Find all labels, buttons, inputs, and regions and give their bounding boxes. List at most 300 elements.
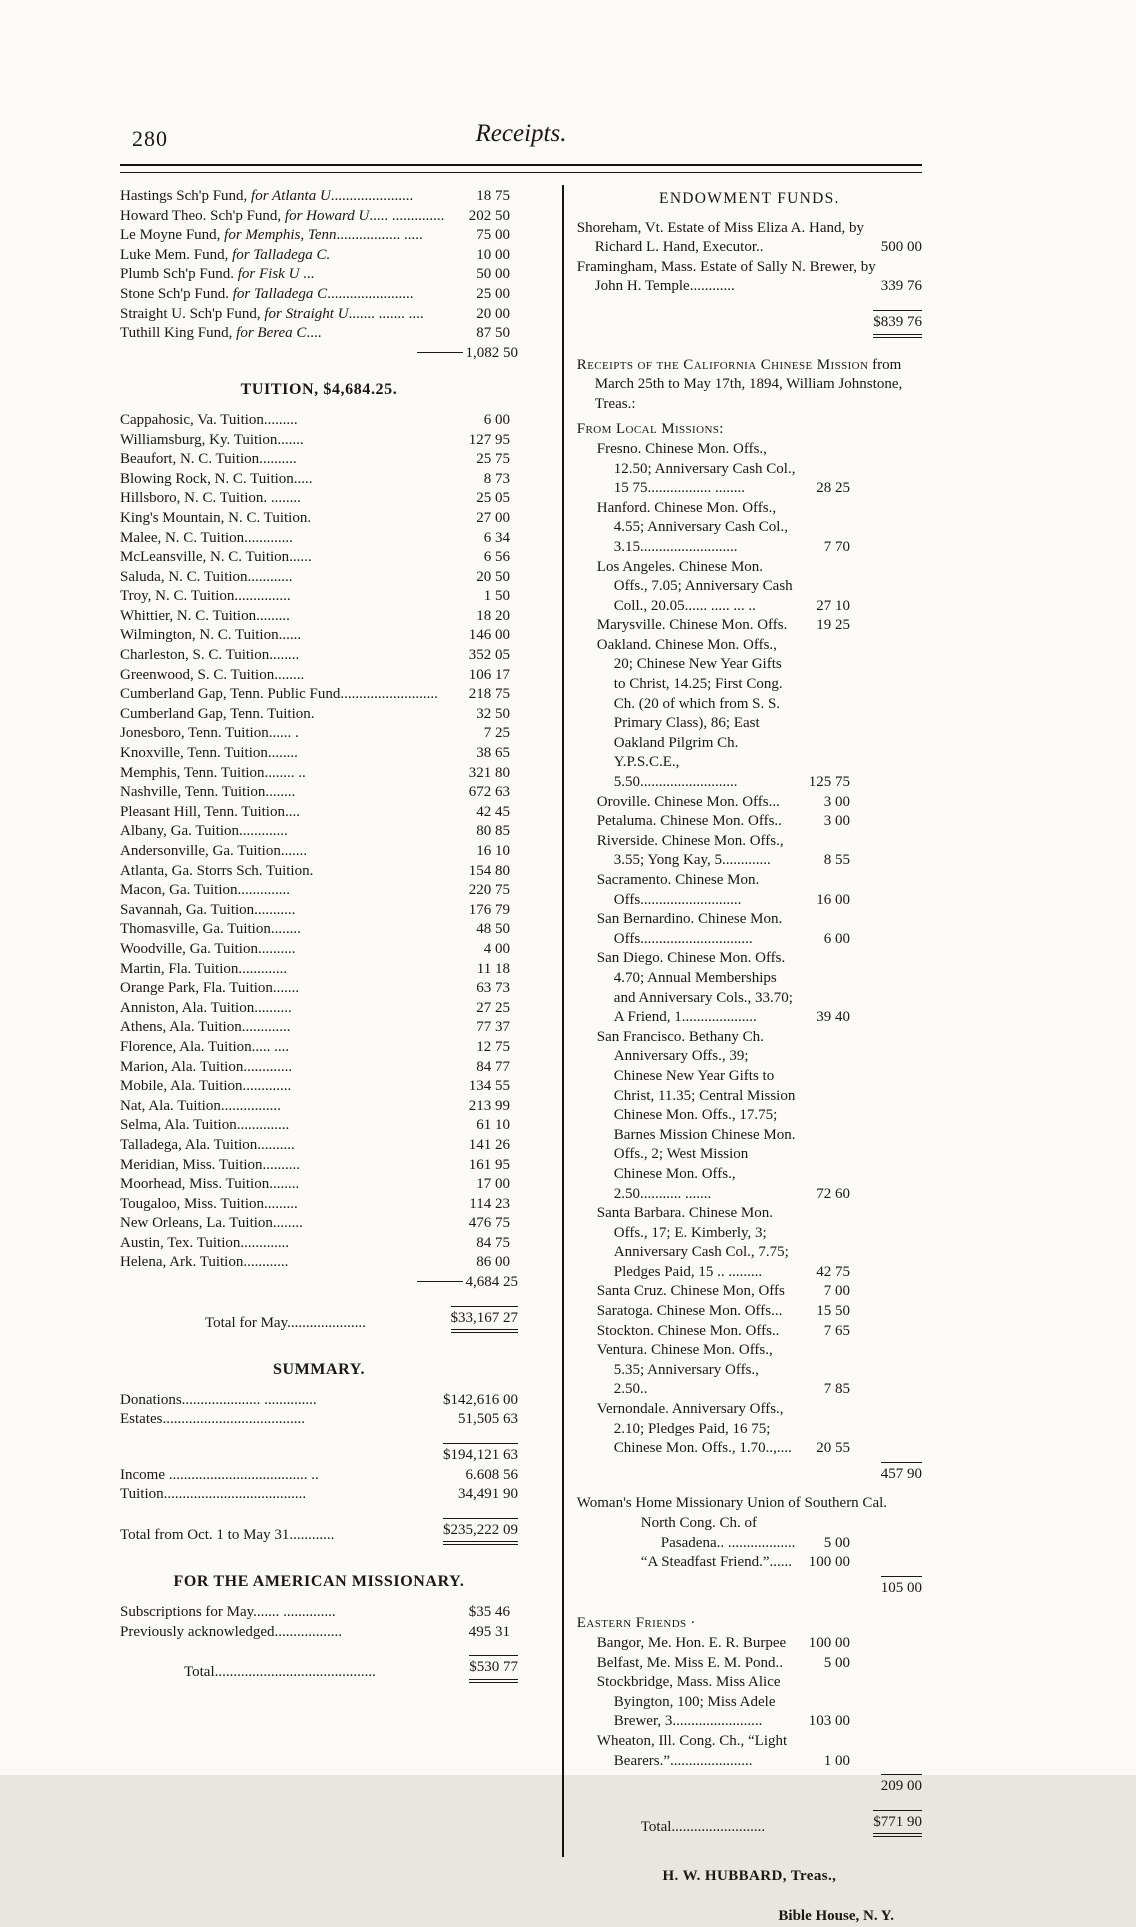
roman-text: New Orleans, La. Tuition........ [120, 1215, 303, 1232]
ledger-row [577, 910, 922, 949]
roman-text: Stone Sch'p Fund. [120, 285, 233, 302]
entry-text [120, 470, 452, 490]
roman-text: Total......................... [640, 1818, 766, 1835]
ledger-row [120, 1253, 518, 1273]
entry-text [577, 1028, 796, 1204]
roman-text: Previously acknowledged.................. [120, 1623, 343, 1640]
entry-text [120, 979, 452, 999]
ledger-row [120, 470, 518, 490]
amount-inner: 5 00 [823, 1654, 850, 1671]
roman-text: Santa Cruz. Chinese Mon, Offs [596, 1283, 785, 1300]
roman-text: Nat, Ala. Tuition................ [120, 1097, 281, 1114]
entry-text [120, 1018, 452, 1038]
ledger-row [120, 940, 518, 960]
roman-text: Austin, Tex. Tuition............. [120, 1234, 290, 1251]
entry-text [120, 548, 452, 568]
ledger-row [577, 219, 922, 258]
ledger-row [577, 949, 922, 1027]
amount-inner: 6 00 [483, 411, 510, 428]
entry-text [577, 298, 595, 314]
entry-text [120, 1175, 452, 1195]
entry-text [120, 744, 452, 764]
roman-text: Stockbridge, Mass. Miss Alice Byington, 100; Miss Adele Brewer, 3........................ [596, 1674, 781, 1730]
ledger-row [577, 793, 922, 813]
amount-outer: 209 00 [881, 1774, 922, 1797]
entry-text [120, 285, 452, 305]
spacer [577, 297, 922, 307]
roman-text: Saluda, N. C. Tuition............ [120, 568, 293, 585]
leader-dots: .... [306, 325, 322, 342]
small-caps-text: From Local Missions: [576, 421, 724, 438]
amount-inner: 134 55 [468, 1078, 510, 1095]
roman-text: Vernondale. Anniversary Offs., 2.10; Pledges Paid, 16 75; Chinese Mon. Offs., 1.70..,.... [596, 1401, 792, 1457]
ledger-row [577, 812, 922, 832]
amount-inner: 75 00 [476, 227, 510, 244]
entry-text [120, 305, 452, 325]
ledger-row [577, 616, 922, 636]
roman-text: Oakland. Chinese Mon. Offs., 20; Chinese New Year Gifts to Christ, 14.25; First Cong. Ch. (20 of which from S. S. Primary Class), 86; East Oakland Pilgrim Ch. Y.P.S.C.E., 5.50.......................... [596, 636, 783, 791]
amount-inner: 20 50 [476, 568, 510, 585]
spacer [120, 1430, 518, 1440]
amount-inner: 15 50 [816, 1303, 850, 1320]
entry-text [120, 940, 452, 960]
amount-inner: 7 00 [823, 1283, 850, 1300]
italic-text: for Talladega C [232, 285, 328, 302]
roman-text: Memphis, Tenn. Tuition........ .. [120, 764, 306, 781]
entry-text [577, 1654, 796, 1674]
amount-outer: 6.608 56 [465, 1466, 518, 1483]
entry-text [577, 339, 595, 355]
roman-text: from March 25th to May 17th, 1894, William Johnstone, Treas.: [594, 356, 903, 412]
roman-text: Wilmington, N. C. Tuition...... [120, 627, 302, 644]
roman-text: Shoreham, Vt. Estate of Miss Eliza A. Hand, by Richard L. Hand, Executor.. [576, 219, 864, 256]
roman-text: Charleston, S. C. Tuition........ [120, 647, 300, 664]
amount-inner: 7 25 [483, 725, 510, 742]
entry-text [120, 764, 452, 784]
ledger-row [120, 324, 518, 344]
roman-text: Bible House, N. Y. [778, 1907, 894, 1924]
total-row [577, 307, 922, 338]
roman-text: San Francisco. Bethany Ch. Anniversary Offs., 39; Chinese New Year Gifts to Christ, 11.35; Central Mission Chinese Mon. Offs., 17.75; Barnes Mission Chinese Mon. Offs., 2; West Mission Chinese Mon. Offs., 2.50........... ....... [596, 1028, 796, 1202]
spacer [120, 1293, 518, 1303]
entry-text [577, 871, 796, 910]
ledger-row [577, 1282, 922, 1302]
amount-inner: 176 79 [468, 901, 510, 918]
roman-text: Hastings Sch'p Fund, [120, 188, 252, 204]
amount-inner: 495 31 [468, 1623, 510, 1640]
entry-text [120, 450, 452, 470]
entry-text [120, 489, 452, 509]
roman-text: Jonesboro, Tenn. Tuition...... . [120, 725, 299, 742]
roman-text: Orange Park, Fla. Tuition....... [120, 980, 300, 997]
amount-inner: 39 40 [816, 1009, 850, 1026]
ledger-row [120, 1175, 518, 1195]
amount-inner: 16 00 [816, 891, 850, 908]
spacer [120, 1545, 518, 1555]
roman-text: Macon, Ga. Tuition.............. [120, 882, 291, 899]
ledger-row [577, 1322, 922, 1342]
roman-text: Andersonville, Ga. Tuition....... [120, 843, 308, 859]
entry-text [120, 1663, 469, 1683]
amount-inner: 80 85 [476, 823, 510, 840]
ledger-row [120, 509, 518, 529]
ledger-row [120, 1136, 518, 1156]
section-heading [120, 1572, 518, 1592]
amount-inner: 146 00 [468, 627, 510, 644]
entry-text [120, 187, 452, 207]
total-row [120, 1652, 518, 1683]
amount-inner: 86 00 [476, 1254, 510, 1271]
roman-text: Woman's Home Missionary Union of Southern Cal. [576, 1495, 888, 1512]
roman-text: Athens, Ala. Tuition............. [120, 1019, 291, 1036]
roman-text: Howard Theo. Sch'p Fund, [120, 207, 285, 224]
roman-text: North Cong. Ch. of Pasadena.. .................. [640, 1515, 796, 1551]
ledger-row [577, 420, 922, 440]
roman-text: McLeansville, N. C. Tuition...... [120, 549, 312, 566]
entry-text [273, 1360, 365, 1380]
entry-text [120, 1391, 443, 1411]
roman-text: Santa Barbara. Chinese Mon. Offs., 17; E. Kimberly, 3; Anniversary Cash Col., 7.75; Pledges Paid, 15 .. ......... [596, 1205, 789, 1280]
total-row [120, 1273, 518, 1293]
amount-inner: 6 00 [823, 930, 850, 947]
entry-text [120, 529, 452, 549]
amount-inner: 77 37 [476, 1019, 510, 1036]
amount-inner: 63 73 [476, 980, 510, 997]
amount-outer: $839 76 [873, 310, 922, 338]
ledger-row [120, 568, 518, 588]
amount-inner: 161 95 [468, 1156, 510, 1173]
roman-text: Marysville. Chinese Mon. Offs. [596, 617, 788, 634]
entry-text [577, 1599, 595, 1615]
ledger-row [120, 842, 518, 862]
roman-text: Beaufort, N. C. Tuition.......... [120, 451, 297, 468]
roman-text: Troy, N. C. Tuition............... [120, 588, 291, 605]
italic-text: for Atlanta U [251, 188, 331, 204]
amount-inner: 84 75 [476, 1234, 510, 1251]
spacer [577, 338, 922, 348]
total-row [120, 1440, 518, 1466]
amount-outer: 34,491 90 [458, 1486, 518, 1503]
roman-text: Ventura. Chinese Mon. Offs., 5.35; Anniversary Offs., 2.50.. [596, 1342, 773, 1398]
roman-text: Marion, Ala. Tuition............. [120, 1058, 293, 1075]
section-heading [120, 380, 518, 400]
ledger-row [120, 979, 518, 999]
entry-text [120, 1253, 452, 1273]
spacer [120, 1333, 518, 1343]
roman-text: Cappahosic, Va. Tuition......... [120, 411, 298, 428]
entry-text [120, 324, 452, 344]
amount-outer: $235,222 09 [443, 1518, 518, 1546]
amount-inner: 42 75 [816, 1263, 850, 1280]
leader-dots: ... [299, 266, 315, 283]
ledger-row [120, 920, 518, 940]
amount-outer: 1,082 50 [417, 344, 519, 364]
roman-text: Williamsburg, Ky. Tuition....... [120, 431, 304, 448]
roman-text: Stockton. Chinese Mon. Offs.. [596, 1322, 780, 1339]
spacer [577, 1797, 922, 1807]
amount-inner: $35 46 [468, 1604, 510, 1620]
ledger-row [577, 871, 922, 910]
amount-inner: 12 75 [476, 1038, 510, 1055]
roman-text: Tougaloo, Miss. Tuition......... [120, 1195, 298, 1212]
header-rule [120, 164, 922, 173]
ledger-row [120, 822, 518, 842]
page-number: 280 [132, 126, 168, 151]
amount-inner: 18 75 [476, 188, 510, 204]
entry-text [577, 949, 796, 1027]
amount-outer: 105 00 [881, 1576, 922, 1599]
roman-text: Malee, N. C. Tuition............. [120, 529, 293, 546]
ledger-row [120, 305, 518, 325]
entry-text [577, 910, 796, 949]
total-row [577, 1771, 922, 1797]
entry-text [120, 881, 452, 901]
ledger-row [120, 724, 518, 744]
ledger-row [120, 411, 518, 431]
total-row [577, 1573, 922, 1599]
entry-text [120, 568, 452, 588]
ledger-row [120, 1466, 518, 1486]
entry-text [778, 1908, 894, 1924]
ledger-row [120, 207, 518, 227]
ledger-row [577, 499, 922, 558]
ledger-row [120, 999, 518, 1019]
ledger-row [120, 1623, 518, 1643]
roman-text: Cumberland Gap, Tenn. Public Fund.......................... [120, 686, 438, 703]
amount-outer: $33,167 27 [451, 1306, 519, 1334]
roman-text: San Diego. Chinese Mon. Offs. 4.70; Annual Memberships and Anniversary Cols., 33.70; A Friend, 1.................... [596, 950, 793, 1026]
entry-text [659, 189, 840, 209]
amount-inner: 352 05 [468, 647, 510, 664]
amount-inner: 100 00 [808, 1554, 850, 1571]
entry-text [120, 1156, 452, 1176]
roman-text: Nashville, Tenn. Tuition........ [120, 784, 296, 801]
roman-text: Savannah, Ga. Tuition........... [120, 901, 296, 918]
entry-text [120, 587, 452, 607]
amount-inner: 7 65 [823, 1322, 850, 1339]
entry-text [120, 1466, 466, 1486]
ledger-row [120, 1077, 518, 1097]
roman-text: Petaluma. Chinese Mon. Offs.. [596, 813, 782, 830]
ledger-row [120, 783, 518, 803]
entry-text [120, 803, 452, 823]
ledger-row [120, 1156, 518, 1176]
entry-text [120, 1485, 458, 1505]
amount-inner: 10 00 [476, 246, 510, 263]
amount-inner: 127 95 [468, 431, 510, 448]
entry-text [120, 1234, 452, 1254]
leader-dots: ..... .............. [369, 207, 445, 224]
ledger-row [120, 285, 518, 305]
roman-text: FOR THE AMERICAN MISSIONARY. [173, 1573, 465, 1591]
amount-inner: 48 50 [476, 921, 510, 938]
section-heading [577, 189, 922, 209]
entry-text [120, 1077, 452, 1097]
ledger-row [577, 1494, 922, 1514]
entry-text [120, 862, 452, 882]
small-caps-text: Eastern Friends [576, 1615, 687, 1632]
roman-text: · [686, 1615, 696, 1632]
roman-text: Meridian, Miss. Tuition.......... [120, 1156, 301, 1173]
roman-text: Cumberland Gap, Tenn. Tuition. [120, 705, 315, 722]
roman-text: Total for May..................... [205, 1314, 366, 1331]
roman-text: Anniston, Ala. Tuition.......... [120, 999, 292, 1016]
amount-inner: 11 18 [476, 960, 510, 977]
entry-text [120, 1431, 138, 1447]
roman-text: Framingham, Mass. Estate of Sally N. Brewer, by John H. Temple............ [576, 258, 876, 295]
amount-inner: 154 80 [468, 862, 510, 879]
entry-text [662, 1868, 836, 1884]
ledger-row [577, 1654, 922, 1674]
roman-text: H. W. HUBBARD, Treas., [662, 1868, 837, 1885]
entry-text [577, 616, 796, 636]
entry-text [577, 1818, 873, 1838]
ledger-row [120, 705, 518, 725]
ledger-row [120, 607, 518, 627]
entry-text [120, 1334, 138, 1350]
entry-text [120, 920, 452, 940]
roman-text: Albany, Ga. Tuition............. [120, 823, 288, 840]
roman-text: Plumb Sch'p Fund. [120, 266, 238, 283]
ledger-row [120, 1116, 518, 1136]
roman-text: Estates...................................... [120, 1411, 305, 1428]
amount-outer: $194,121 63 [443, 1443, 518, 1466]
entry-text [577, 793, 796, 813]
amount-inner: 3 00 [823, 793, 850, 810]
ledger-row [120, 1214, 518, 1234]
ledger-row [120, 1038, 518, 1058]
amount-inner: 27 00 [476, 509, 510, 526]
entry-text [120, 1116, 452, 1136]
amount-outer: $142,616 00 [443, 1391, 518, 1408]
ledger-row [120, 450, 518, 470]
amount-inner: 213 99 [468, 1097, 510, 1114]
two-column-layout [120, 185, 922, 1927]
entry-text [120, 842, 452, 862]
roman-text: SUMMARY. [272, 1361, 366, 1379]
roman-text: Tuthill King Fund, [120, 325, 237, 342]
total-row [120, 344, 518, 364]
roman-text: Whittier, N. C. Tuition......... [120, 607, 290, 624]
entry-text [120, 901, 452, 921]
italic-text: for Straight U [264, 305, 349, 322]
entry-text [120, 1038, 452, 1058]
ledger-row [120, 1018, 518, 1038]
entry-text [577, 420, 922, 440]
spacer [577, 1484, 922, 1494]
roman-text: Helena, Ark. Tuition............ [120, 1254, 289, 1271]
entry-text [120, 646, 452, 666]
ledger-row [120, 803, 518, 823]
ledger-row [120, 685, 518, 705]
address-line [577, 1907, 922, 1927]
entry-text [120, 1506, 138, 1522]
entry-text [577, 1282, 796, 1302]
roman-text: Blowing Rock, N. C. Tuition..... [120, 470, 313, 487]
italic-text: for Berea C [236, 325, 307, 342]
entry-text [120, 666, 452, 686]
ledger-row [577, 1634, 922, 1654]
amount-inner: 1 00 [823, 1752, 850, 1769]
ledger-row [577, 1028, 922, 1204]
roman-text: Oroville. Chinese Mon. Offs... [596, 793, 780, 810]
ledger-row [120, 187, 518, 207]
roman-text: Martin, Fla. Tuition............. [120, 960, 288, 977]
entry-text [120, 960, 452, 980]
amount-inner: 27 10 [816, 597, 850, 614]
ledger-row [577, 1204, 922, 1282]
entry-text [120, 999, 452, 1019]
spacer [577, 1598, 922, 1608]
entry-text [577, 558, 796, 617]
entry-text [577, 1634, 796, 1654]
roman-text: Talladega, Ala. Tuition.......... [120, 1136, 295, 1153]
ledger-row [120, 587, 518, 607]
amount-inner: 100 00 [808, 1634, 850, 1651]
entry-text [577, 636, 796, 793]
amount-inner: 28 25 [816, 480, 850, 497]
amount-inner: 4 00 [483, 940, 510, 957]
entry-text [120, 1643, 138, 1659]
entry-text [120, 1058, 452, 1078]
entry-text [577, 832, 796, 871]
entry-text [120, 685, 452, 705]
amount-inner: 18 20 [476, 607, 510, 624]
small-caps-text: Receipts of the California Chinese Mission [576, 356, 869, 373]
entry-text [120, 1314, 451, 1334]
entry-text [120, 1546, 138, 1562]
entry-text [120, 265, 452, 285]
roman-text: Wheaton, Ill. Cong. Ch., “Light Bearers.”...................... [596, 1732, 788, 1769]
entry-text [120, 1410, 458, 1430]
roman-text: Donations..................... .............. [120, 1391, 317, 1408]
entry-text [120, 1214, 452, 1234]
section-heading [120, 1360, 518, 1380]
roman-text: Sacramento. Chinese Mon. Offs........................... [596, 872, 760, 908]
amount-inner: 106 17 [468, 666, 510, 683]
entry-text [577, 499, 796, 558]
ledger-row [120, 265, 518, 285]
right-column [577, 185, 922, 1927]
entry-text [577, 1798, 595, 1814]
amount-inner: 114 23 [469, 1195, 510, 1212]
roman-text: Hanford. Chinese Mon. Offs., 4.55; Anniversary Cash Col., 3.15.......................... [596, 499, 788, 555]
roman-text: Thomasville, Ga. Tuition........ [120, 921, 301, 938]
entry-text [120, 724, 452, 744]
treasurer-signature [577, 1867, 922, 1887]
entry-text [120, 1136, 452, 1156]
amount-outer: 339 76 [880, 278, 922, 295]
amount-inner: 218 75 [468, 686, 510, 703]
entry-text [120, 1623, 452, 1643]
ledger-row [120, 901, 518, 921]
amount-inner: 202 50 [468, 207, 510, 224]
roman-text: Saratoga. Chinese Mon. Offs... [596, 1303, 783, 1320]
amount-inner: 42 45 [476, 803, 510, 820]
ledger-row [577, 832, 922, 871]
ledger-row [120, 666, 518, 686]
amount-inner: 103 00 [808, 1713, 850, 1730]
amount-inner: 1 50 [483, 588, 510, 605]
ledger-row [120, 548, 518, 568]
roman-text: Greenwood, S. C. Tuition........ [120, 666, 305, 683]
entry-text [577, 1614, 922, 1634]
amount-inner: 5 00 [823, 1534, 850, 1551]
roman-text: Pleasant Hill, Tenn. Tuition.... [120, 803, 300, 820]
amount-inner: 141 26 [468, 1136, 510, 1153]
amount-inner: 8 55 [823, 852, 850, 869]
roman-text: San Bernardino. Chinese Mon. Offs.............................. [596, 911, 783, 947]
